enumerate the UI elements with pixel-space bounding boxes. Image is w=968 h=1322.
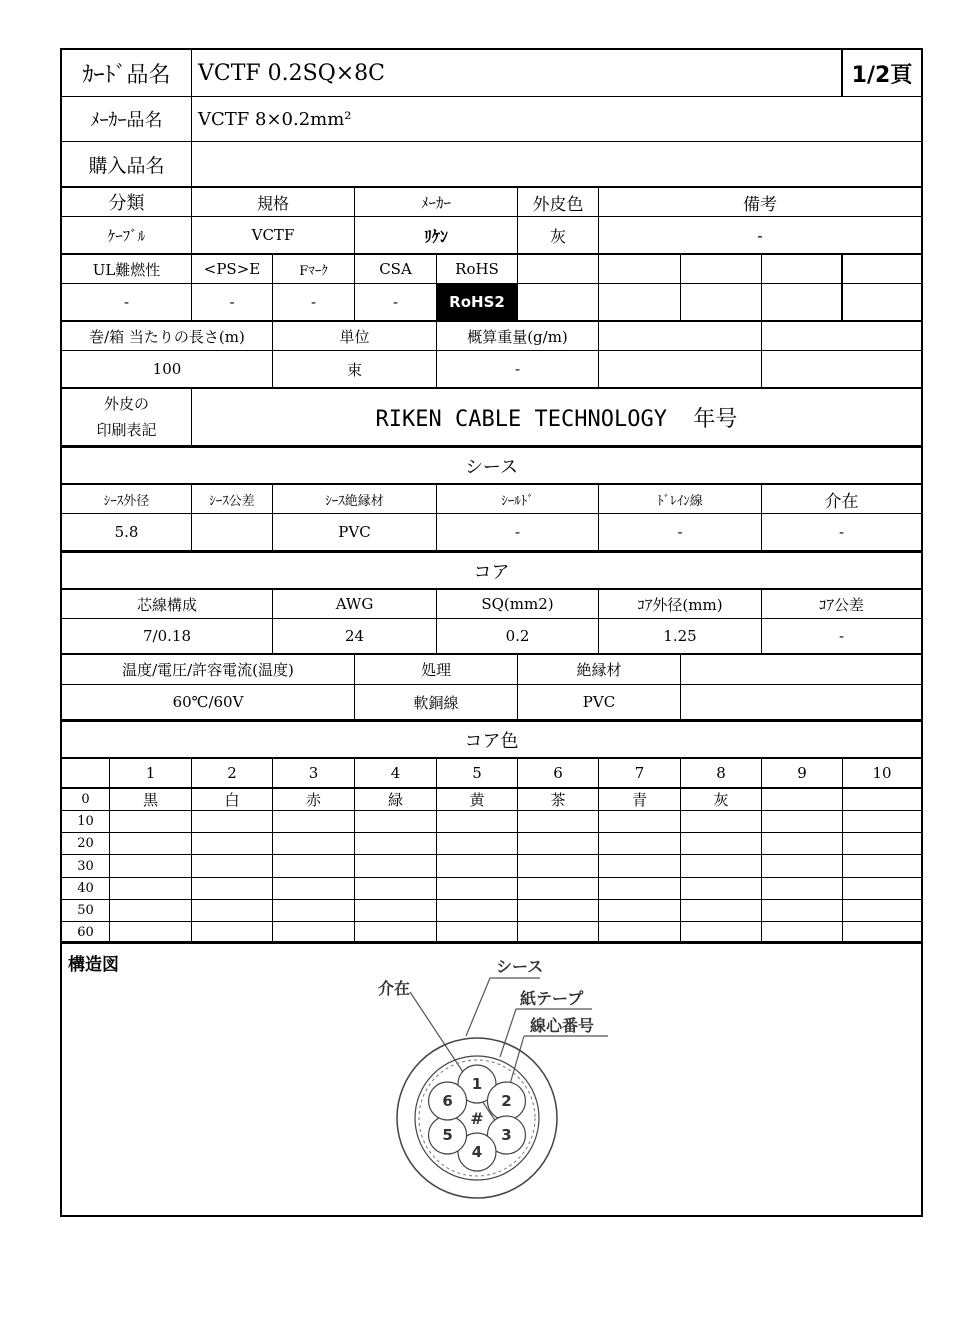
core-color-cell — [518, 855, 599, 877]
core-color-cell — [192, 833, 273, 854]
core-color-cell — [437, 855, 518, 877]
core-color-cell — [681, 855, 762, 877]
csa-header: CSA — [355, 255, 437, 283]
filler-header: 介在 — [824, 491, 859, 512]
maker-name-label: ﾒｰｶｰ品名 — [62, 97, 192, 141]
cert-blank-2 — [599, 255, 681, 283]
core-color-cell — [518, 811, 599, 832]
core-color-column-header: 6 — [518, 759, 599, 787]
core-color-column-header: 9 — [762, 759, 843, 787]
core-color-cell — [681, 811, 762, 832]
core-color-column-header: 3 — [273, 759, 355, 787]
sheath-header-row — [62, 483, 921, 513]
core-color-cell — [437, 900, 518, 921]
core-color-row — [62, 787, 921, 810]
strand-construction-value: 7/0.18 — [62, 619, 273, 653]
core-color-cell — [355, 811, 437, 832]
core-color-cell — [518, 833, 599, 854]
ul-flame-value: - — [62, 284, 192, 320]
core-color-cell — [437, 878, 518, 899]
f-mark-header: Fﾏｰｸ — [273, 255, 355, 283]
core-color-cell — [843, 900, 921, 921]
core-color-cell — [273, 855, 355, 877]
core-color-cell — [518, 922, 599, 943]
core-color-cell — [762, 789, 843, 810]
classification-header: 分類 — [62, 188, 192, 216]
core-color-cell — [192, 900, 273, 921]
core-color-row-label: 50 — [62, 900, 110, 921]
core-color-cell — [273, 900, 355, 921]
core-color-cell — [843, 922, 921, 943]
maker-name-value: VCTF 8×0.2mm² — [198, 108, 352, 130]
cert-blank-1 — [518, 255, 599, 283]
core-color-row — [62, 921, 921, 943]
paper-tape-label: 紙テープ — [520, 989, 584, 1008]
core-color-cell — [273, 833, 355, 854]
core-color-row-label: 0 — [62, 789, 110, 810]
core-value-row — [62, 618, 921, 653]
core-color-cell — [762, 878, 843, 899]
core-color-cell: 赤 — [273, 789, 355, 810]
core-color-column-header: 1 — [110, 759, 192, 787]
core-color-cell — [110, 855, 192, 877]
core-tolerance-header: ｺｱ公差 — [818, 595, 864, 614]
core-tolerance-value: - — [838, 627, 845, 645]
core-color-cell — [355, 855, 437, 877]
core-color-column-header: 10 — [872, 764, 892, 782]
ul-flame-header: UL難燃性 — [62, 255, 192, 283]
core-color-cell: 灰 — [681, 789, 762, 810]
shield-value: - — [437, 514, 599, 550]
core-number: 2 — [501, 1092, 512, 1110]
page-number: 1/2頁 — [851, 62, 913, 88]
cert-value-blank-5 — [843, 284, 921, 320]
core-color-cell — [355, 922, 437, 943]
core-color-title: コア色 — [464, 730, 519, 752]
filler-label: 介在 — [378, 979, 411, 998]
core-color-cell — [110, 811, 192, 832]
core-color-cell — [762, 811, 843, 832]
core-header2-row — [62, 653, 921, 684]
strand-construction-header: 芯線構成 — [62, 590, 273, 618]
core-color-cell: 青 — [599, 789, 681, 810]
shield-header: ｼｰﾙﾄﾞ — [437, 485, 599, 513]
print-label-line2: 印刷表記 — [96, 421, 157, 439]
core-color-row-label: 40 — [62, 878, 110, 899]
structure-diagram-section — [62, 941, 921, 1215]
core-color-row-label: 10 — [62, 811, 110, 832]
core-color-row — [62, 854, 921, 877]
pse-header: <PS>E — [192, 255, 273, 283]
core-color-cell: 黄 — [437, 789, 518, 810]
core-color-cell — [843, 855, 921, 877]
rohs-value: RoHS2 — [437, 284, 518, 320]
cable-cross-section — [62, 944, 921, 1214]
core-color-cell — [599, 855, 681, 877]
core-color-cell — [599, 878, 681, 899]
core-color-cell — [273, 811, 355, 832]
core-color-cell — [762, 922, 843, 943]
filler-value: - — [838, 523, 845, 541]
core-color-cell: 白 — [192, 789, 273, 810]
length-per-reel-header: 巻/箱 当たりの長さ(m) — [62, 322, 273, 350]
core-color-cell — [110, 833, 192, 854]
remarks-header: 備考 — [743, 194, 777, 215]
core-color-cell — [681, 833, 762, 854]
awg-header: AWG — [273, 590, 437, 618]
core-color-row — [62, 877, 921, 899]
general-value-row — [62, 216, 921, 253]
core-color-cell — [518, 878, 599, 899]
core-color-corner — [62, 759, 110, 787]
csa-value: - — [355, 284, 437, 320]
length-blank-1 — [599, 322, 762, 350]
maker-value: ﾘｹﾝ — [355, 217, 518, 253]
unit-header: 単位 — [273, 322, 437, 350]
card-name-label: ｶｰﾄﾞ品名 — [62, 50, 192, 96]
f-mark-value: - — [273, 284, 355, 320]
cert-value-blank-2 — [599, 284, 681, 320]
core-color-cell — [762, 900, 843, 921]
sheath-insulation-value: PVC — [273, 514, 437, 550]
cert-value-blank-1 — [518, 284, 599, 320]
cert-blank-4 — [762, 255, 843, 283]
core-value2-row — [62, 684, 921, 719]
core-color-column-header: 2 — [192, 759, 273, 787]
length-value-blank-2 — [762, 351, 921, 387]
print-row — [62, 387, 921, 445]
card-name-row — [62, 50, 921, 96]
general-header-row — [62, 186, 921, 216]
purchase-name-label: 購入品名 — [62, 142, 192, 186]
print-value: RIKEN CABLE TECHNOLOGY 年号 — [375, 406, 738, 432]
core-color-column-header: 7 — [599, 759, 681, 787]
core-color-cell — [355, 900, 437, 921]
cert-value-blank-4 — [762, 284, 843, 320]
length-per-reel-value: 100 — [62, 351, 273, 387]
sheath-insulation-header: ｼｰｽ絶縁材 — [273, 485, 437, 513]
cert-blank-5 — [843, 255, 921, 283]
structure-diagram-title: 構造図 — [68, 955, 119, 975]
jacket-color-header: 外皮色 — [518, 188, 599, 216]
core-color-cell — [355, 878, 437, 899]
remarks-value: - — [757, 225, 763, 245]
core-color-cell — [437, 811, 518, 832]
core-color-row — [62, 810, 921, 832]
sheath-value-row — [62, 513, 921, 550]
insulation-value: PVC — [518, 685, 681, 719]
paper-tape-leader-line — [500, 1009, 516, 1057]
core-color-column-header: 5 — [437, 759, 518, 787]
core-color-cell — [843, 811, 921, 832]
core-od-header: ｺｱ外径(mm) — [599, 590, 762, 618]
temp-voltage-value: 60℃/60V — [62, 685, 355, 719]
core-color-row — [62, 832, 921, 854]
jacket-color-value: 灰 — [518, 217, 599, 253]
core-color-cell — [192, 811, 273, 832]
core-number: 3 — [501, 1126, 512, 1144]
core-color-cell — [110, 900, 192, 921]
pse-value: - — [192, 284, 273, 320]
drain-wire-value: - — [599, 514, 762, 550]
core-color-cell — [192, 922, 273, 943]
core-color-cell — [599, 922, 681, 943]
maker-header: ﾒｰｶｰ — [355, 188, 518, 216]
core-od-value: 1.25 — [599, 619, 762, 653]
cert-value-row — [62, 283, 921, 320]
treatment-value: 軟銅線 — [355, 685, 518, 719]
spec-sheet — [60, 48, 923, 1217]
unit-value: 束 — [273, 351, 437, 387]
core-color-cell — [843, 878, 921, 899]
treatment-header: 処理 — [355, 655, 518, 684]
core-color-column-header: 4 — [355, 759, 437, 787]
core-number: 4 — [471, 1143, 483, 1161]
core-color-cell — [681, 878, 762, 899]
core-color-header-row — [62, 759, 921, 787]
core-color-column-header: 8 — [681, 759, 762, 787]
core-value2-blank — [681, 685, 921, 719]
card-name-value: VCTF 0.2SQ×8C — [192, 50, 843, 96]
core-color-cell — [843, 833, 921, 854]
length-value-blank-1 — [599, 351, 762, 387]
sq-value: 0.2 — [437, 619, 599, 653]
center-filler-mark: # — [470, 1109, 484, 1128]
core-number-label: 線心番号 — [530, 1016, 595, 1035]
core-color-cell — [762, 833, 843, 854]
weight-value: - — [437, 351, 599, 387]
classification-value: ｹｰﾌﾞﾙ — [62, 217, 192, 253]
rohs-header: RoHS — [437, 255, 518, 283]
core-color-cell — [110, 878, 192, 899]
core-color-cell — [192, 855, 273, 877]
core-color-row-label: 30 — [62, 855, 110, 877]
core-color-cell — [273, 878, 355, 899]
core-header2-blank — [681, 655, 921, 684]
temp-voltage-header: 温度/電圧/許容電流(温度) — [62, 655, 355, 684]
core-number: 6 — [442, 1092, 453, 1110]
length-header-row — [62, 320, 921, 350]
sheath-label: シース — [496, 957, 544, 976]
core-title-row — [62, 550, 921, 588]
core-color-row — [62, 899, 921, 921]
core-color-cell — [843, 789, 921, 810]
core-color-cell — [518, 900, 599, 921]
sheath-od-header: ｼｰｽ外径 — [62, 485, 192, 513]
core-color-cell: 黒 — [110, 789, 192, 810]
length-blank-2 — [762, 322, 921, 350]
core-color-cell: 茶 — [518, 789, 599, 810]
cert-header-row — [62, 253, 921, 283]
core-color-cell — [599, 900, 681, 921]
core-color-cell — [437, 922, 518, 943]
cert-value-blank-3 — [681, 284, 762, 320]
awg-value: 24 — [273, 619, 437, 653]
sheath-leader-line — [466, 978, 490, 1036]
weight-header: 概算重量(g/m) — [437, 322, 599, 350]
sheath-tolerance-header: ｼｰｽ公差 — [192, 485, 273, 513]
core-title: コア — [473, 561, 510, 583]
core-number: 5 — [442, 1126, 453, 1144]
core-color-title-row — [62, 719, 921, 757]
core-color-cell — [437, 833, 518, 854]
core-number-leader-line — [510, 1036, 524, 1084]
core-color-row-label: 60 — [62, 922, 110, 943]
core-color-row-label: 20 — [62, 833, 110, 854]
standard-value: VCTF — [192, 217, 355, 253]
purchase-name-row — [62, 141, 921, 186]
print-label-line1: 外皮の — [103, 395, 149, 413]
core-color-cell: 緑 — [355, 789, 437, 810]
cert-blank-3 — [681, 255, 762, 283]
core-color-cell — [681, 922, 762, 943]
core-color-cell — [762, 855, 843, 877]
core-color-cell — [681, 900, 762, 921]
core-color-cell — [599, 833, 681, 854]
standard-header: 規格 — [192, 188, 355, 216]
length-value-row — [62, 350, 921, 387]
core-color-cell — [110, 922, 192, 943]
sheath-title: シース — [464, 456, 519, 478]
drain-wire-header: ﾄﾞﾚｲﾝ線 — [599, 485, 762, 513]
core-header-row — [62, 588, 921, 618]
core-color-grid — [62, 757, 921, 941]
core-color-cell — [192, 878, 273, 899]
purchase-name-value — [192, 142, 921, 186]
sheath-tolerance-value — [192, 514, 273, 550]
core-color-cell — [599, 811, 681, 832]
core-number: 1 — [471, 1075, 483, 1093]
sheath-od-value: 5.8 — [62, 514, 192, 550]
insulation-header: 絶縁材 — [518, 655, 681, 684]
maker-name-row — [62, 96, 921, 141]
print-label — [62, 389, 192, 445]
core-color-cell — [355, 833, 437, 854]
sheath-title-row — [62, 445, 921, 483]
sq-header: SQ(mm2) — [437, 590, 599, 618]
core-color-cell — [273, 922, 355, 943]
